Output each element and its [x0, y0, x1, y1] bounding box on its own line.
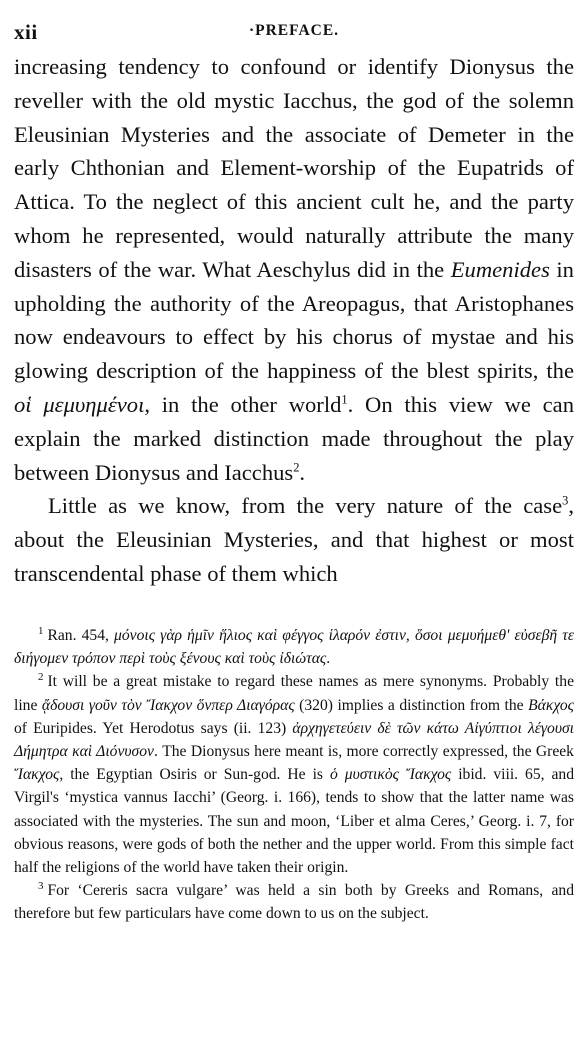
page-number: xii: [14, 20, 38, 44]
main-text: [14, 50, 574, 591]
footnote-2-text-e: , the Egyptian Osiris or Sun-god. He is: [59, 766, 330, 784]
footnote-2: [14, 670, 574, 879]
footnote-2-greek-d: Ἴακχος: [14, 766, 60, 784]
footnote-2-greek-e: ὁ μυστικὸς Ἴακχος: [329, 766, 452, 784]
paragraph-2-text-b: , about the Eleusinian Mysteries, and that highest or most transcendental phase of them which: [14, 493, 574, 586]
running-head: ·PREFACE.: [248, 22, 340, 39]
footnote-2-greek-c: ἀρχηγετεύειν δὲ τῶν κάτω Αἰγύπτιοι λέγουσι Δήμητρα καὶ Διόνυσον: [14, 719, 574, 761]
footnote-2-mark: 2: [38, 671, 44, 684]
footnote-1-greek: μόνοις γὰρ ἡμῖν ἥλιος καὶ φέγγος ἱλαρόν ἐστιν, ὅσοι μεμυήμεθ' εὐσεβῆ τε διήγομεν τρόπον περὶ τοὺς ξένους καὶ τοὺς ἰδιώτας: [14, 627, 574, 668]
paragraph-1-text-d: . On this view we can explain the marked distinction made throughout the play between Dionysus and Iacchus: [14, 391, 574, 485]
footnote-2-text-b: (320) implies a distinction from the: [294, 696, 529, 714]
page-header: [14, 14, 574, 42]
paragraph-2: [14, 489, 574, 590]
footnote-2-text-f: ibid. viii. 65, and Virgil's ‘mystica vannus Iacchi’ (Georg. i. 166), tends to show that the latter name was associated with the mysteries. The sun and moon, ‘Liber et alma Ceres,’ Georg. i. 7, for obvious reasons, were gods of both the nether and the upper world. From this simple fact half the religions of the world have taken their origin.: [14, 766, 575, 877]
footnote-3-mark: 3: [38, 880, 44, 893]
footnote-3: [14, 879, 574, 925]
paragraph-1-text-b: in upholding the authority of the Areopagus, that Aristophanes now endeavours to effect by his chorus of mystae and his glowing description of the happiness of the blest spirits, the: [14, 256, 574, 384]
paragraph-1: [14, 50, 574, 489]
paragraph-1-text-a: increasing tendency to confound or identify Dionysus the reveller with the old mystic Iacchus, the god of the solemn Eleusinian Mysteries and the associate of Demeter in the early Chthonian and Element-worship of the Eupatrids of Attica. To the neglect of this ancient cult he, and the party whom he represented, would naturally attribute the many disasters of the war. What Aeschylus did in the: [14, 54, 574, 282]
footnote-1-mark: 1: [38, 624, 44, 637]
footnote-1-text-a: Ran. 454,: [47, 627, 115, 644]
footnote-1-text-b: .: [326, 650, 331, 668]
footnote-2-greek-a: ᾄδουσι γοῦν τὸν Ἴακχον ὅνπερ Διαγόρας: [41, 696, 295, 714]
footnotes: [14, 624, 574, 926]
title-eumenides: Eumenides: [450, 256, 550, 282]
greek-phrase: οἱ μεμυημένοι: [14, 391, 145, 417]
footnote-1: [14, 624, 574, 670]
footnote-ref-1: 1: [341, 392, 348, 407]
footnote-2-text-c: of Euripides. Yet Herodotus says (ii. 123): [14, 719, 293, 737]
footnote-ref-3: 3: [562, 493, 569, 508]
footnote-2-text-a: It will be a great mistake to regard these names as mere synonyms. Probably the line: [14, 673, 574, 714]
footnote-ref-2: 2: [293, 460, 300, 475]
footnote-3-text: For ‘Cereris sacra vulgare’ was held a sin both by Greeks and Romans, and therefore but few particulars have come down to us on the subject.: [14, 882, 574, 923]
footnote-2-text-d: . The Dionysus here meant is, more correctly expressed, the Greek: [153, 743, 574, 761]
paragraph-1-text-e: .: [299, 459, 306, 485]
paragraph-2-text-a: Little as we know, from the very nature of the case: [48, 493, 563, 519]
footnote-2-greek-b: Βάκχος: [528, 696, 574, 714]
paragraph-1-text-c: , in the other world: [144, 391, 342, 417]
